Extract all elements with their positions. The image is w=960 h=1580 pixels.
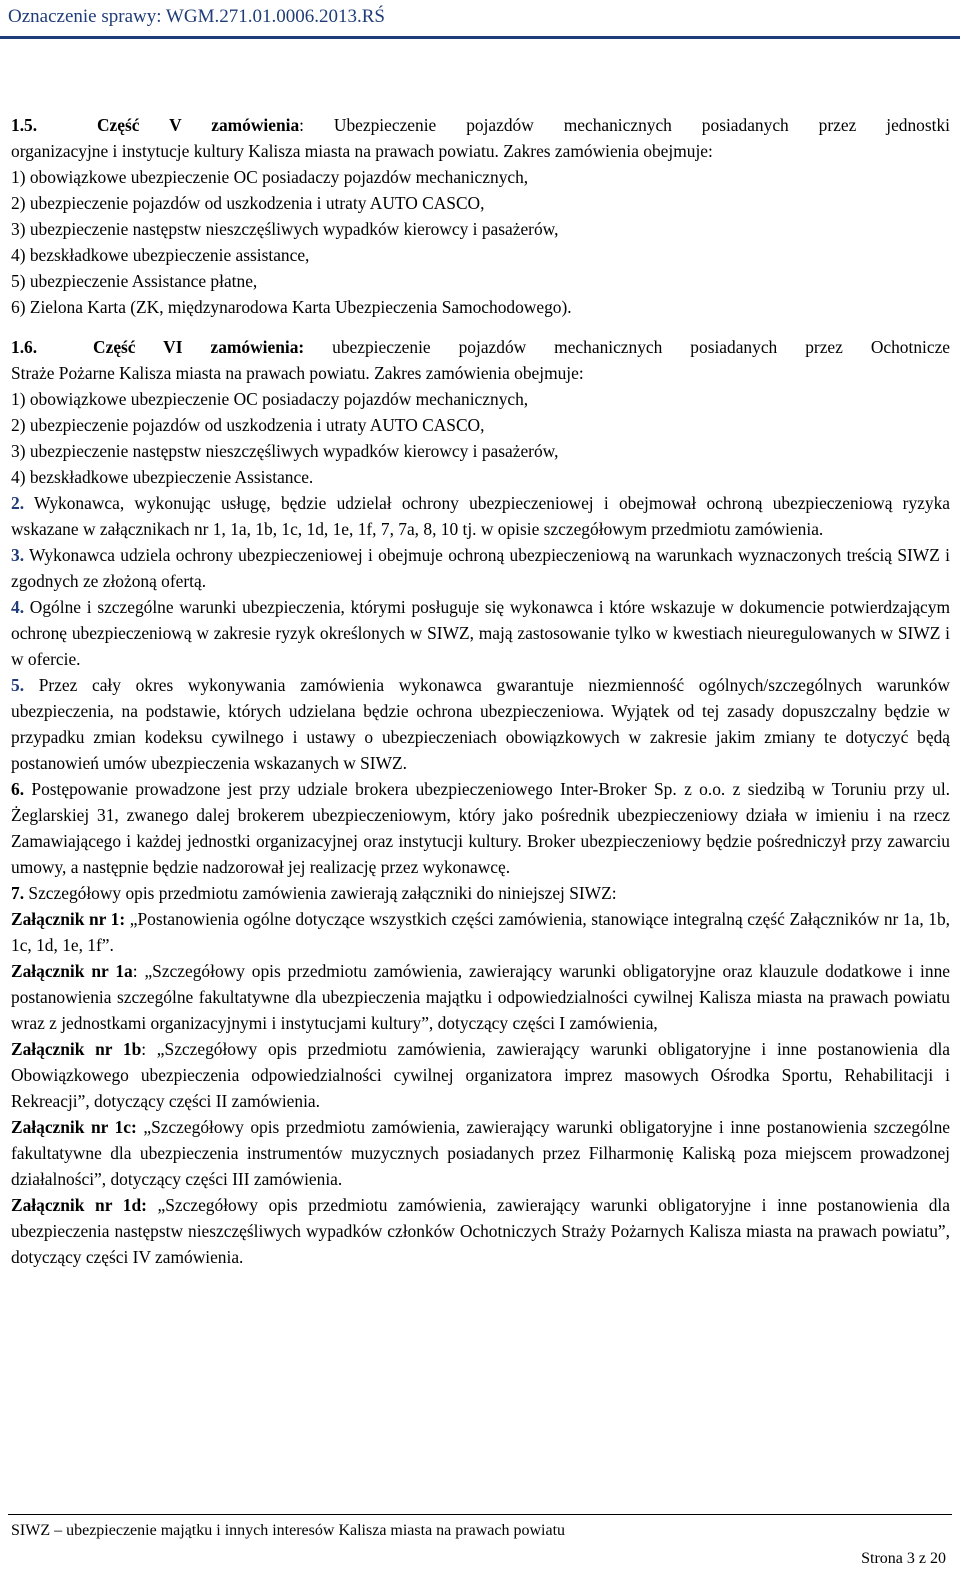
list-item: 6) Zielona Karta (ZK, międzynarodowa Karta Ubezpieczenia Samochodowego). — [11, 297, 572, 317]
point-number: 6. — [11, 779, 25, 799]
list-item: 2) ubezpieczenie pojazdów od uszkodzenia i utraty AUTO CASCO, — [11, 193, 485, 213]
point-number: 7. — [11, 883, 25, 903]
section-1-5-first-line — [11, 112, 950, 138]
point-number: 2. — [11, 493, 25, 513]
list-item: 2) ubezpieczenie pojazdów od uszkodzenia i utraty AUTO CASCO, — [11, 415, 485, 435]
point-text: Ogólne i szczególne warunki ubezpieczenia, którymi posługuje się wykonawca i które wskazuje w dokumencie potwierdzającym ochronę ubezpieczeniową w zakresie ryzyk określonych w SIWZ, mają zastosowanie tylko w kwestiach nieuregulowanych w SIWZ i w ofercie. — [11, 597, 950, 669]
point-text: Szczegółowy opis przedmiotu zamówienia zawierają załączniki do niniejszej SIWZ: — [24, 883, 617, 903]
attachment-text: „Szczegółowy opis przedmiotu zamówienia, zawierający warunki obligatoryjne i inne postanowienia dla ubezpieczenia następstw nieszczęśliwych wypadków członków Ochotniczych Straży Pożarnych Kalisza miasta na prawach powiatu”, dotyczący części IV zamówienia. — [11, 1195, 950, 1267]
attachment-text: : „Szczegółowy opis przedmiotu zamówienia, zawierający warunki obligatoryjne oraz klauzule dodatkowe i inne postanowienia szczególne fakultatywne dla ubezpieczenia majątku i odpowiedzialności cywilnej Kalisza miasta na prawach powiatu wraz z jednostkami organizacyjnymi i instytucjami kultury”, dotyczący części I zamówienia, — [11, 961, 950, 1033]
attachment-label: Załącznik nr 1a — [11, 961, 133, 981]
document-body — [11, 112, 950, 1270]
attachment-label: Załącznik nr 1d: — [11, 1195, 147, 1215]
section-1-5-title: Część V zamówienia — [96, 115, 300, 135]
point-7 — [11, 880, 950, 906]
attachment-label: Załącznik nr 1b — [11, 1039, 142, 1059]
attachment-label: Załącznik nr 1c: — [11, 1117, 137, 1137]
point-text: Wykonawca, wykonując usługę, będzie udzielał ochrony ubezpieczeniowej i obejmował ochroną ubezpieczeniową ryzyka wskazane w załącznikach nr 1, 1a, 1b, 1c, 1d, 1e, 1f, 7, 7a, 8, 10 tj. w opisie szczegółowym przedmiotu zamówienia. — [11, 493, 950, 539]
point-6 — [11, 776, 950, 880]
point-text: Wykonawca udziela ochrony ubezpieczeniowej i obejmuje ochroną ubezpieczeniową na warunkach wyznaczonych treścią SIWZ i zgodnych ze złożoną ofertą. — [11, 545, 950, 591]
point-3 — [11, 542, 950, 594]
section-1-5-number: 1.5. — [11, 115, 38, 135]
list-item: 4) bezskładkowe ubezpieczenie assistance, — [11, 245, 310, 265]
point-text: Przez cały okres wykonywania zamówienia wykonawca gwarantuje niezmienność ogólnych/szczególnych warunków ubezpieczenia, na podstawie, których udzielana będzie ochrona ubezpieczeniowa. Wyjątek od tej zasady dopuszczalny będzie w przypadku zmian kodeksu cywilnego i ustawy o ubezpieczeniach obowiązkowych w zakresie jakim zmiany te dotyczyć będą postanowień umów ubezpieczenia wskazanych w SIWZ. — [11, 675, 950, 773]
page-footer — [0, 1510, 960, 1580]
attachment-1 — [11, 906, 950, 958]
section-1-5-scope-line: organizacyjne i instytucje kultury Kalisza miasta na prawach powiatu. Zakres zamówienia obejmuje: — [11, 141, 713, 161]
page-header — [0, 2, 960, 42]
list-item: 4) bezskładkowe ubezpieczenie Assistance. — [11, 467, 314, 487]
list-item: 1) obowiązkowe ubezpieczenie OC posiadaczy pojazdów mechanicznych, — [11, 389, 529, 409]
point-5 — [11, 672, 950, 776]
attachment-label: Załącznik nr 1: — [11, 909, 126, 929]
section-1-6-first-line — [11, 334, 950, 360]
case-number: Oznaczenie sprawy: WGM.271.01.0006.2013.RŚ — [8, 6, 385, 27]
section-1-5 — [11, 112, 950, 320]
point-text: Postępowanie prowadzone jest przy udziale brokera ubezpieczeniowego Inter-Broker Sp. z o.o. z siedzibą w Toruniu przy ul. Żeglarskiej 31, zwanego dalej brokerem ubezpieczeniowym, który jako pośrednik ubezpieczeniowy działa w imieniu i na rzecz Zamawiającego i każdej jednostki organizacyjnej oraz instytucji kultury. Broker ubezpieczeniowy będzie pośredniczył przy zawarciu umowy, a następnie będzie nadzorował jej realizację przez wykonawcę. — [11, 779, 950, 877]
attachment-1d — [11, 1192, 950, 1270]
section-1-6 — [11, 334, 950, 490]
footer-divider — [8, 1514, 952, 1515]
point-number: 3. — [11, 545, 25, 565]
section-1-6-heading-rest: ubezpieczenie pojazdów mechanicznych posiadanych przez Ochotnicze — [304, 337, 951, 357]
list-item: 1) obowiązkowe ubezpieczenie OC posiadaczy pojazdów mechanicznych, — [11, 167, 529, 187]
section-1-6-title: Część VI zamówienia: — [93, 337, 305, 357]
list-item: 3) ubezpieczenie następstw nieszczęśliwych wypadków kierowcy i pasażerów, — [11, 219, 559, 239]
attachment-text: „Postanowienia ogólne dotyczące wszystkich części zamówienia, stanowiące integralną część Załączników nr 1a, 1b, 1c, 1d, 1e, 1f”. — [11, 909, 950, 955]
attachment-text: : „Szczegółowy opis przedmiotu zamówienia, zawierający warunki obligatoryjne i inne postanowienia dla Obowiązkowego ubezpieczenia odpowiedzialności cywilnej organizatora imprez masowych Ośrodka Sportu, Rehabilitacji i Rekreacji”, dotyczący części II zamówienia. — [11, 1039, 950, 1111]
section-1-5-heading-rest: : Ubezpieczenie pojazdów mechanicznych posiadanych przez jednostki — [299, 115, 951, 135]
section-1-6-number: 1.6. — [11, 337, 38, 357]
footer-document-title: SIWZ – ubezpieczenie majątku i innych interesów Kalisza miasta na prawach powiatu — [11, 1522, 566, 1539]
point-number: 5. — [11, 675, 25, 695]
list-item: 3) ubezpieczenie następstw nieszczęśliwych wypadków kierowcy i pasażerów, — [11, 441, 559, 461]
attachment-1c — [11, 1114, 950, 1192]
section-1-6-scope-line: Straże Pożarne Kalisza miasta na prawach powiatu. Zakres zamówienia obejmuje: — [11, 363, 584, 383]
point-4 — [11, 594, 950, 672]
attachment-1b — [11, 1036, 950, 1114]
header-divider — [0, 36, 960, 39]
list-item: 5) ubezpieczenie Assistance płatne, — [11, 271, 258, 291]
attachment-1a — [11, 958, 950, 1036]
point-number: 4. — [11, 597, 25, 617]
attachment-text: „Szczegółowy opis przedmiotu zamówienia, zawierający warunki obligatoryjne i inne postanowienia szczególne fakultatywne dla ubezpieczenia instrumentów muzycznych posiadanych przez Filharmonię Kaliską poza miejscem prowadzonej działalności”, dotyczący części III zamówienia. — [11, 1117, 950, 1189]
point-2 — [11, 490, 950, 542]
page-number: Strona 3 z 20 — [861, 1550, 946, 1567]
